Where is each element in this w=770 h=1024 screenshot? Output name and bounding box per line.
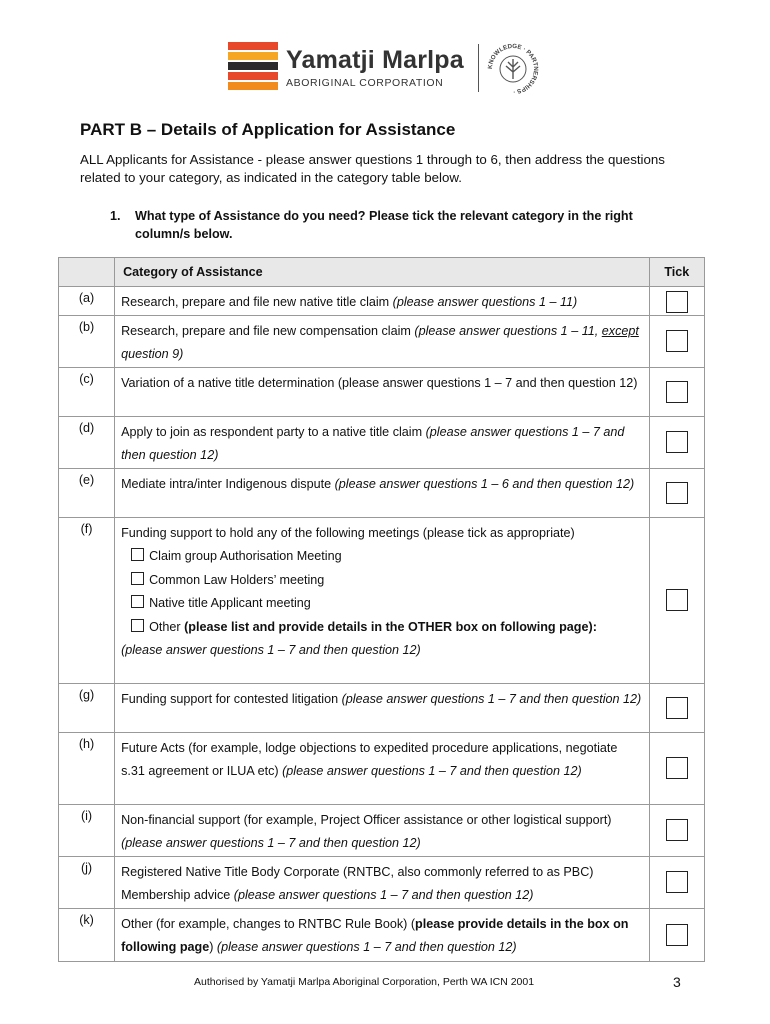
meeting-checkbox-other[interactable]	[131, 619, 144, 632]
row-note: (please answer questions 1 – 7 and then question 12)	[121, 424, 625, 462]
tick-checkbox-a[interactable]	[666, 291, 688, 313]
label-header	[59, 258, 115, 287]
row-text	[115, 468, 650, 517]
page-title: PART B – Details of Application for Assistance	[80, 120, 456, 139]
tick-cell	[649, 908, 704, 961]
tick-checkbox-c[interactable]	[666, 381, 688, 403]
row-note: (please answer questions 1 – 7 and then question 12)	[341, 691, 642, 706]
row-text	[115, 315, 650, 367]
row-label: (g)	[59, 683, 115, 732]
row-text	[115, 416, 650, 468]
logo-stripe	[228, 42, 278, 50]
table-row	[59, 416, 705, 468]
tick-cell	[649, 367, 704, 416]
tick-checkbox-k[interactable]	[666, 924, 688, 946]
logo-name: Yamatji Marlpa	[286, 46, 464, 74]
tick-cell	[649, 517, 704, 683]
question-text: What type of Assistance do you need? Please tick the relevant category in the right column/s below.	[135, 209, 633, 241]
logo-subtitle: ABORIGINAL CORPORATION	[286, 77, 444, 89]
tick-checkbox-b[interactable]	[666, 330, 688, 352]
tick-cell	[649, 315, 704, 367]
tick-cell	[649, 732, 704, 804]
meeting-checkbox-applicant[interactable]	[131, 595, 144, 608]
row-label: (c)	[59, 367, 115, 416]
logo-stripe	[228, 72, 278, 80]
meeting-option-other-instruction: (please list and provide details in the OTHER box on following page):	[184, 619, 597, 634]
table-header-row	[59, 258, 705, 287]
meeting-option-label: Native title Applicant meeting	[149, 596, 311, 610]
row-note: (please answer questions 1 – 6 and then question 12)	[334, 476, 635, 491]
row-main-text: Non-financial support (for example, Project Officer assistance or other logistical support)	[121, 812, 612, 827]
row-text	[115, 908, 650, 961]
knowledge-partnerships-emblem	[484, 40, 542, 98]
tick-checkbox-g[interactable]	[666, 697, 688, 719]
meeting-checkbox-common-law[interactable]	[131, 572, 144, 585]
row-text	[115, 732, 650, 804]
tick-cell	[649, 683, 704, 732]
tick-cell	[649, 416, 704, 468]
table-row	[59, 804, 705, 856]
table-row	[59, 517, 705, 683]
tick-checkbox-j[interactable]	[666, 871, 688, 893]
row-note: (please answer questions 1 – 7 and then question 12)	[216, 940, 517, 954]
row-label: (b)	[59, 315, 115, 367]
tick-header: Tick	[649, 258, 704, 287]
row-main-text: Funding support to hold any of the following meetings (please tick as appropriate)	[121, 525, 575, 540]
logo-stripe	[228, 62, 278, 70]
tick-checkbox-i[interactable]	[666, 819, 688, 841]
row-label: (j)	[59, 856, 115, 908]
logo-stripe	[228, 52, 278, 60]
row-note: (please answer questions 1 – 7 and then question 12)	[121, 643, 421, 657]
meeting-option-label: Common Law Holders’ meeting	[149, 572, 325, 587]
logo-divider	[478, 44, 479, 92]
category-header: Category of Assistance	[115, 258, 650, 287]
row-main-text: Funding support for contested litigation	[121, 691, 342, 706]
table-row	[59, 315, 705, 367]
logo-text	[286, 46, 464, 89]
row-text: Variation of a native title determination (please answer questions 1 – 7 and then question 12)	[115, 367, 650, 416]
meeting-option	[121, 592, 645, 616]
row-label: (f)	[59, 517, 115, 683]
row-main-text: Research, prepare and file new compensation claim	[121, 323, 415, 338]
table-row	[59, 367, 705, 416]
row-note: (please answer questions 1 – 7 and then question 12)	[233, 888, 534, 902]
page-number: 3	[673, 974, 681, 990]
footer-text: Authorised by Yamatji Marlpa Aboriginal Corporation, Perth WA ICN 2001	[194, 976, 535, 988]
row-bold-text: please provide details in the box on following page	[121, 916, 629, 954]
meeting-option	[121, 616, 645, 640]
tick-cell	[649, 287, 704, 316]
row-note-emphasis: except	[601, 323, 639, 338]
tick-checkbox-d[interactable]	[666, 431, 688, 453]
intro-text: ALL Applicants for Assistance - please answer questions 1 through to 6, then address the questions related to your category, as indicated in the category table below.	[80, 152, 665, 185]
meeting-option-label: Claim group Authorisation Meeting	[149, 549, 342, 563]
tick-checkbox-e[interactable]	[666, 482, 688, 504]
row-label: (h)	[59, 732, 115, 804]
tick-cell	[649, 468, 704, 517]
row-main-text: )	[209, 940, 217, 954]
svg-text:KNOWLEDGE · PARTNERSHIPS ·: KNOWLEDGE · PARTNERSHIPS ·	[486, 42, 540, 96]
row-text	[115, 287, 650, 316]
table-row	[59, 287, 705, 316]
logo	[228, 42, 548, 96]
meeting-option-label: Other	[149, 619, 185, 634]
row-main-text: Mediate intra/inter Indigenous dispute	[121, 476, 335, 491]
row-label: (i)	[59, 804, 115, 856]
row-note: (please answer questions 1 – 7 and then question 12)	[121, 836, 421, 850]
table-row	[59, 683, 705, 732]
row-main-text: Apply to join as respondent party to a native title claim	[121, 424, 426, 439]
table-row	[59, 468, 705, 517]
row-note: (please answer questions 1 – 11,	[414, 323, 602, 338]
meeting-option	[121, 569, 645, 593]
tick-checkbox-f[interactable]	[666, 589, 688, 611]
question-number: 1.	[110, 209, 121, 223]
row-main-text: Other (for example, changes to RNTBC Rule Book) (	[121, 916, 416, 931]
row-label: (d)	[59, 416, 115, 468]
tick-checkbox-h[interactable]	[666, 757, 688, 779]
table-row	[59, 856, 705, 908]
logo-stripes	[228, 42, 278, 92]
row-main-text: Research, prepare and file new native title claim	[121, 295, 393, 309]
row-note: (please answer questions 1 – 11)	[392, 295, 578, 309]
row-label: (k)	[59, 908, 115, 961]
meeting-checkbox-authorisation[interactable]	[131, 548, 144, 561]
tick-cell	[649, 856, 704, 908]
table-row	[59, 908, 705, 961]
row-label: (a)	[59, 287, 115, 316]
row-note: question 9)	[121, 347, 184, 361]
row-label: (e)	[59, 468, 115, 517]
row-text	[115, 856, 650, 908]
row-note: (please answer questions 1 – 7 and then question 12)	[282, 764, 582, 778]
meeting-option	[121, 545, 645, 569]
row-text	[115, 517, 650, 683]
tick-cell	[649, 804, 704, 856]
row-text	[115, 804, 650, 856]
table-row	[59, 732, 705, 804]
row-main-text: Registered Native Title Body Corporate (RNTBC, also commonly referred to as PBC) Membership advice	[121, 864, 594, 902]
assistance-category-table	[58, 257, 705, 962]
logo-stripe	[228, 82, 278, 90]
row-text	[115, 683, 650, 732]
row-main-text: Future Acts (for example, lodge objections to expedited procedure applications, negotiate s.31 agreement or ILUA etc)	[121, 740, 618, 778]
